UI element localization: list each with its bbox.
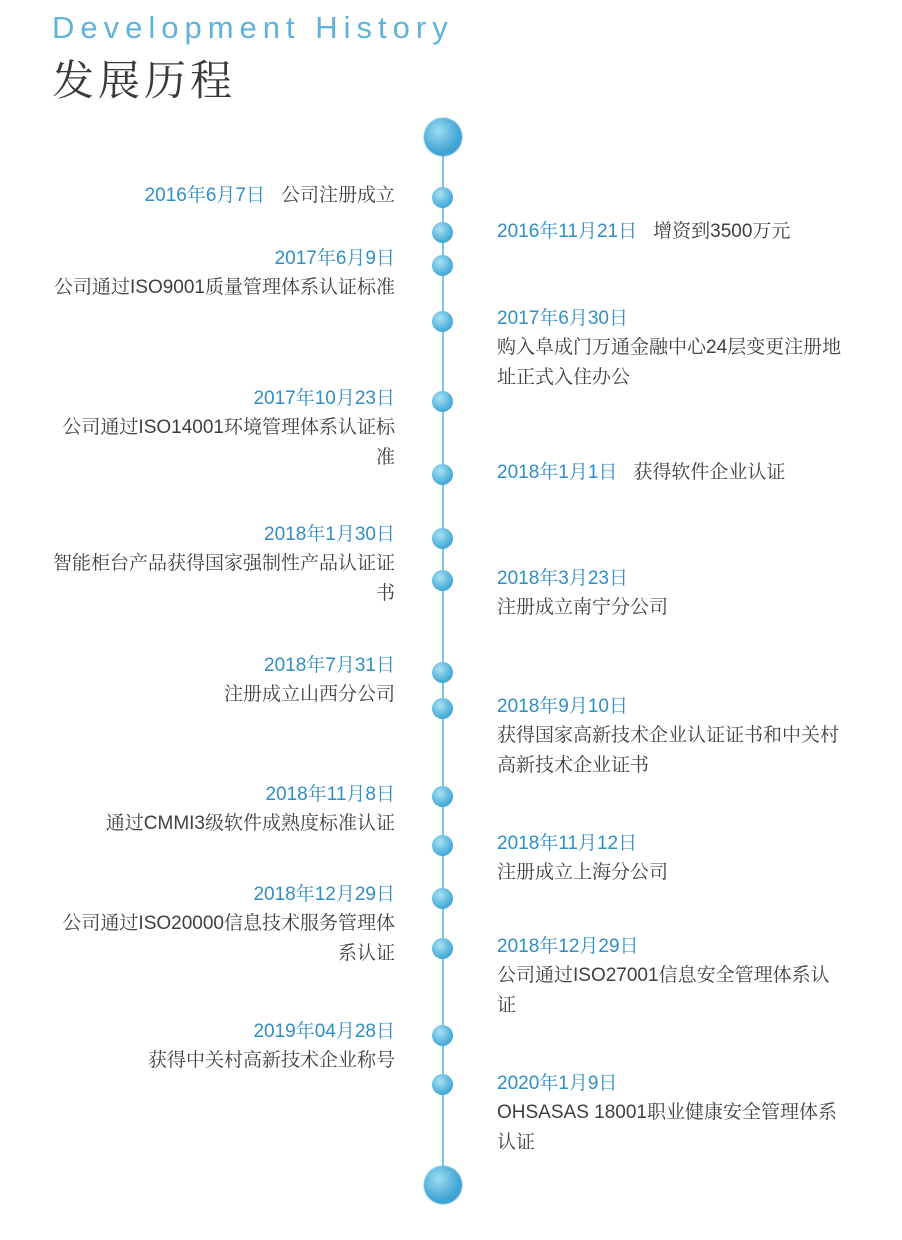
timeline-entry — [50, 652, 395, 710]
timeline-entry — [50, 521, 395, 609]
timeline-entry-date: 2019年04月28日 — [253, 1021, 395, 1042]
timeline-entry — [497, 459, 842, 487]
timeline-entry — [50, 182, 395, 210]
timeline-entry-date: 2017年10月23日 — [253, 388, 395, 409]
timeline-node — [432, 464, 453, 485]
timeline-entry — [50, 781, 395, 839]
timeline-node — [432, 786, 453, 807]
timeline-node — [432, 391, 453, 412]
timeline-node — [432, 222, 453, 243]
timeline-entry-date: 2018年1月30日 — [264, 524, 395, 545]
timeline-entry — [50, 385, 395, 473]
timeline-node — [432, 662, 453, 683]
timeline-entry-description: 公司通过ISO14001环境管理体系认证标准 — [62, 417, 395, 468]
timeline-entry — [497, 565, 842, 623]
timeline-entry-date: 2017年6月9日 — [274, 248, 395, 269]
timeline-entry-description: OHSASAS 18001职业健康安全管理体系认证 — [497, 1102, 837, 1153]
timeline-node — [432, 570, 453, 591]
timeline-entry-date: 2018年7月31日 — [264, 655, 395, 676]
timeline-node — [432, 187, 453, 208]
timeline-entry-date: 2018年9月10日 — [497, 696, 628, 717]
timeline-node — [432, 311, 453, 332]
timeline-entry-date: 2018年12月29日 — [253, 884, 395, 905]
timeline-entry-line — [497, 459, 842, 487]
timeline-entry-description: 注册成立山西分公司 — [223, 684, 395, 705]
timeline-node — [432, 1025, 453, 1046]
timeline-entry — [497, 933, 842, 1021]
timeline-entry — [50, 1018, 395, 1076]
timeline-entry-date: 2020年1月9日 — [497, 1073, 618, 1094]
timeline-entry-description: 智能柜台产品获得国家强制性产品认证证书 — [52, 553, 395, 604]
timeline-node — [432, 255, 453, 276]
timeline-entry — [50, 245, 395, 303]
timeline-entry-description: 增资到3500万元 — [653, 221, 791, 242]
page-title-english: Development History — [52, 10, 454, 45]
timeline-start-marker — [424, 118, 462, 156]
timeline-entry-date: 2018年11月12日 — [497, 833, 638, 854]
page-title-chinese: 发展历程 — [52, 57, 237, 104]
timeline-entry-date: 2018年12月29日 — [497, 936, 639, 957]
timeline-entry-description: 公司通过ISO27001信息安全管理体系认证 — [497, 965, 830, 1016]
timeline-entry-description: 购入阜成门万通金融中心24层变更注册地址正式入住办公 — [497, 337, 842, 388]
timeline-node — [432, 835, 453, 856]
timeline-entry-description: 通过CMMI3级软件成熟度标准认证 — [105, 813, 395, 834]
timeline-entry-date: 2018年3月23日 — [497, 568, 628, 589]
timeline-entry-description: 注册成立上海分公司 — [497, 862, 669, 883]
timeline-entry-description: 获得国家高新技术企业认证证书和中关村高新技术企业证书 — [497, 725, 840, 776]
timeline-entry-date: 2017年6月30日 — [497, 308, 628, 329]
timeline-node — [432, 1074, 453, 1095]
timeline-entry-description: 公司通过ISO20000信息技术服务管理体系认证 — [62, 913, 395, 964]
timeline-node — [432, 938, 453, 959]
timeline-entry-line — [50, 182, 395, 210]
timeline-entry-date: 2018年11月8日 — [265, 784, 395, 805]
timeline-entry — [497, 305, 842, 393]
timeline-entry — [497, 1070, 842, 1158]
timeline-entry — [497, 693, 842, 781]
page-header — [52, 6, 454, 110]
timeline-entry-line — [497, 218, 842, 246]
timeline-node — [432, 888, 453, 909]
timeline-entry-description: 公司注册成立 — [280, 185, 395, 206]
timeline-entry-description: 获得中关村高新技术企业称号 — [147, 1050, 395, 1071]
timeline-entry-date: 2018年1月1日 — [497, 462, 618, 483]
timeline-entry-description: 注册成立南宁分公司 — [497, 597, 669, 618]
timeline-entry — [497, 218, 842, 246]
timeline-entry-description: 获得软件企业认证 — [633, 462, 786, 483]
timeline-entry-description: 公司通过ISO9001质量管理体系认证标准 — [54, 277, 395, 298]
timeline-node — [432, 698, 453, 719]
timeline-node — [432, 528, 453, 549]
timeline-entry — [497, 830, 842, 888]
timeline-end-marker — [424, 1166, 462, 1204]
timeline-entry — [50, 881, 395, 969]
timeline-entry-date: 2016年11月21日 — [497, 221, 638, 242]
timeline-entry-date: 2016年6月7日 — [144, 185, 265, 206]
